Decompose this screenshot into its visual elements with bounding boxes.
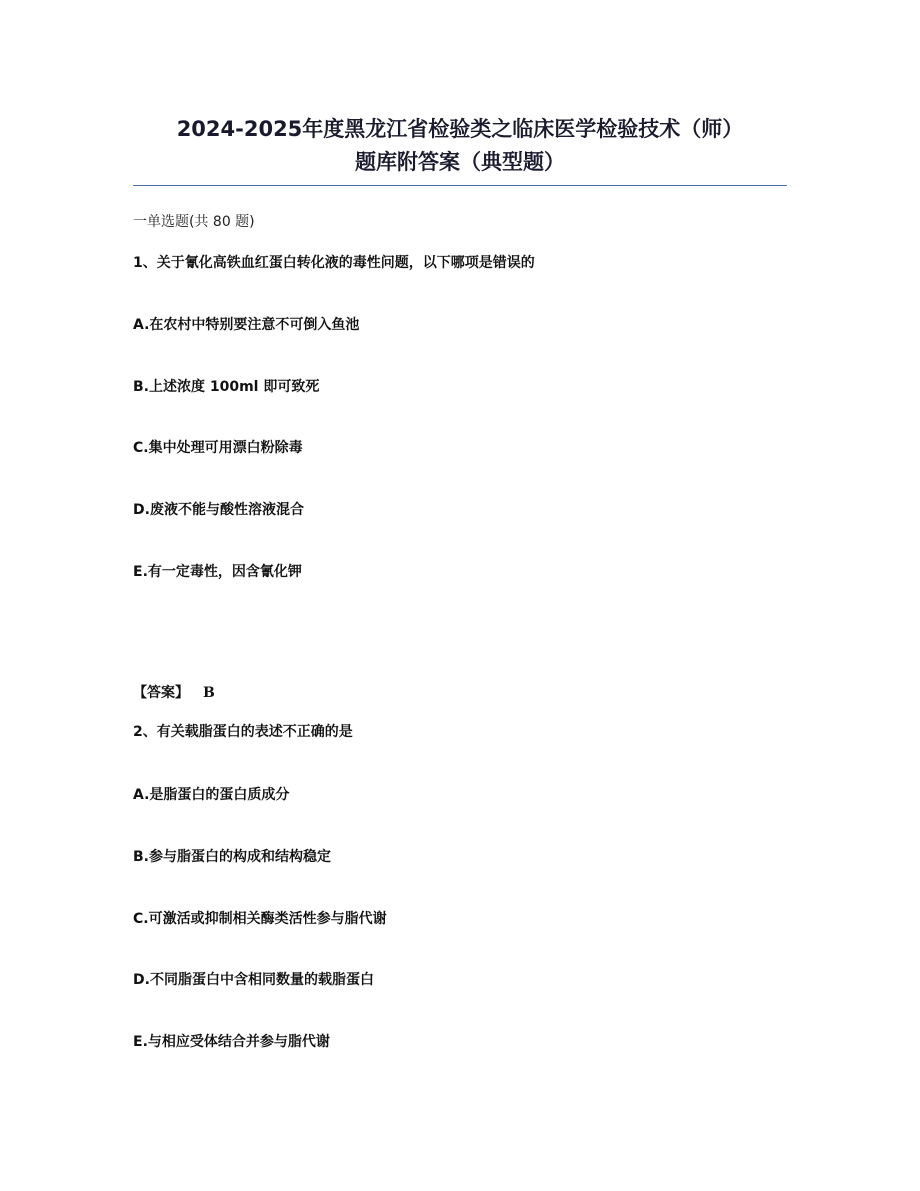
title-divider: [133, 185, 787, 186]
answer-value: B: [203, 685, 215, 701]
question-2-option-c: C.可激活或抑制相关酶类活性参与脂代谢: [133, 911, 387, 927]
question-2-option-a: A.是脂蛋白的蛋白质成分: [133, 787, 290, 803]
title-line-2: 题库附答案（典型题）: [355, 150, 565, 174]
question-1-option-c: C.集中处理可用漂白粉除毒: [133, 440, 303, 456]
document-title: [133, 113, 787, 179]
question-1-option-b: B.上述浓度 100ml 即可致死: [133, 379, 320, 395]
question-2-option-b: B.参与脂蛋白的构成和结构稳定: [133, 849, 331, 865]
question-2-option-d: D.不同脂蛋白中含相同数量的载脂蛋白: [133, 972, 374, 988]
section-heading: 一单选题(共 80 题): [133, 214, 255, 230]
question-1-option-e: E.有一定毒性，因含氰化钾: [133, 564, 302, 580]
question-2-option-e: E.与相应受体结合并参与脂代谢: [133, 1034, 330, 1050]
question-1-option-d: D.废液不能与酸性溶液混合: [133, 502, 304, 518]
answer-label: 【答案】: [133, 685, 189, 701]
question-2-stem: 2、有关载脂蛋白的表述不正确的是: [133, 724, 353, 740]
title-line-1: 2024-2025年度黑龙江省检验类之临床医学检验技术（师）: [176, 117, 744, 141]
question-1-answer: [133, 683, 215, 703]
question-1-option-a: A.在农村中特别要注意不可倒入鱼池: [133, 317, 360, 333]
question-1-stem: 1、关于氰化高铁血红蛋白转化液的毒性问题，以下哪项是错误的: [133, 255, 535, 271]
